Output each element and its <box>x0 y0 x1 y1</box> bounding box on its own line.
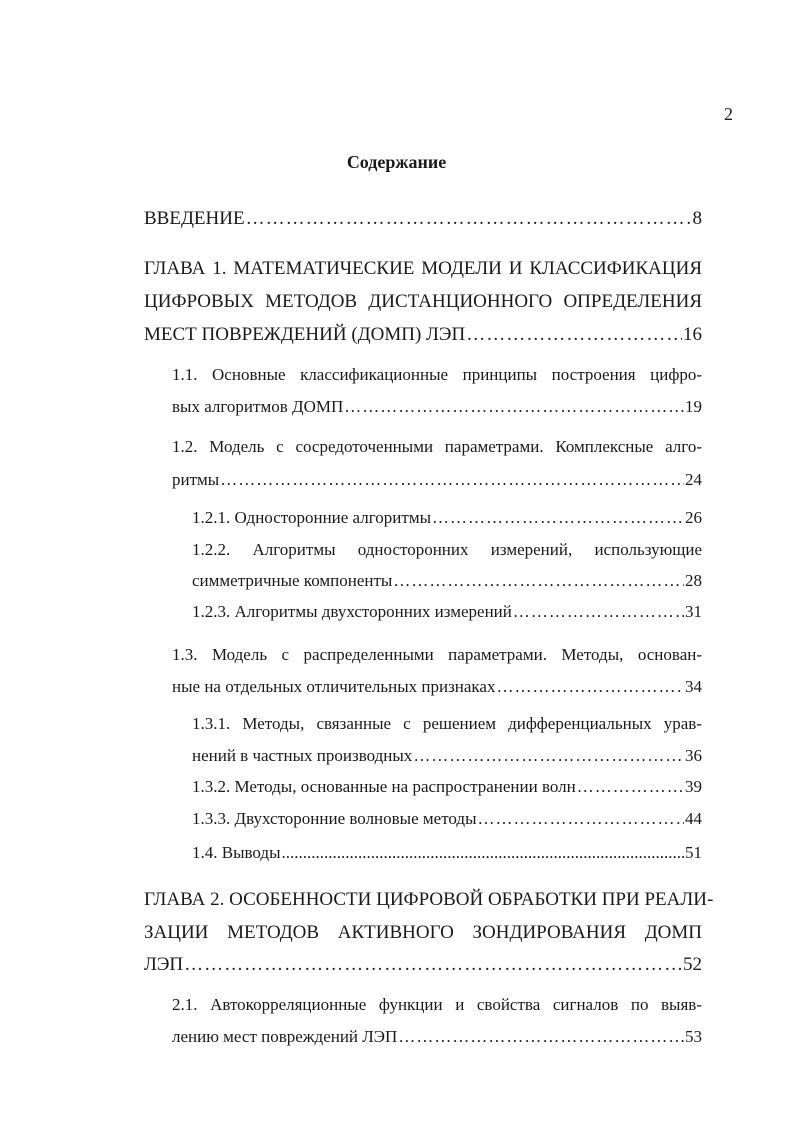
toc-entry-last-line <box>192 566 702 596</box>
toc-entry-last-line <box>172 392 702 422</box>
toc-entry-text: ВВЕДЕНИЕ <box>144 208 245 229</box>
toc-entry-intro[interactable] <box>144 204 702 234</box>
toc-page-number: 24 <box>685 470 702 489</box>
toc-entry-text: ЦИФРОВЫХ МЕТОДОВ ДИСТАНЦИОННОГО ОПРЕДЕЛЕНИЯ <box>144 291 702 312</box>
toc-entry-last-line <box>172 1022 702 1052</box>
toc-entry-text: 2.1. Автокорреляционные функции и свойства сигналов по выяв- <box>172 995 702 1014</box>
toc-page-number: 39 <box>685 777 702 796</box>
toc-entry-text: 1.2.3. Алгоритмы двухсторонних измерений <box>192 602 512 621</box>
toc-entry-text: 1.3.1. Методы, связанные с решением дифференциальных урав- <box>192 714 702 733</box>
page-title: Содержание <box>346 152 447 172</box>
leader-dots <box>344 392 684 422</box>
toc-entry-text: 1.2.2. Алгоритмы односторонних измерений, использующие <box>192 540 702 559</box>
toc-page-number: 36 <box>685 746 702 765</box>
toc-page-number: 44 <box>685 809 702 828</box>
toc-page-number: 31 <box>685 602 702 621</box>
toc-entry-1-3-3[interactable] <box>192 804 702 834</box>
toc-entry-text: ритмы <box>172 470 220 489</box>
page-number: 2 <box>724 104 733 124</box>
toc-page-number: 53 <box>685 1027 702 1046</box>
toc-page-number: 16 <box>683 324 702 345</box>
leader-dots <box>413 741 684 771</box>
toc-entry-text: 1.1. Основные классификационные принципы построения цифро- <box>172 365 702 384</box>
toc-entry-last-line <box>172 465 702 495</box>
toc-entry-text: симметричные компоненты <box>192 571 393 590</box>
toc-page-number: 28 <box>685 571 702 590</box>
leader-dots <box>282 838 684 868</box>
toc-entry-text: ГЛАВА 1. МАТЕМАТИЧЕСКИЕ МОДЕЛИ И КЛАССИФИКАЦИЯ <box>144 258 702 279</box>
toc-entry-text: ЗАЦИИ МЕТОДОВ АКТИВНОГО ЗОНДИРОВАНИЯ ДОМП <box>144 922 702 943</box>
toc-entry-1-2-3[interactable] <box>192 597 702 627</box>
leader-dots <box>466 320 682 350</box>
toc-entry-text: 1.2. Модель с сосредоточенными параметрами. Комплексные алго- <box>172 437 702 456</box>
leader-dots <box>432 503 684 533</box>
leader-dots <box>513 597 684 627</box>
toc-entry-text: 1.3.3. Двухсторонние волновые методы <box>192 809 477 828</box>
toc-page-number: 52 <box>683 954 702 975</box>
leader-dots <box>398 1022 684 1052</box>
toc-entry-text: ГЛАВА 2. ОСОБЕННОСТИ ЦИФРОВОЙ ОБРАБОТКИ ПРИ РЕАЛИ- <box>144 889 714 910</box>
toc-entry-1-2-1[interactable] <box>192 503 702 533</box>
toc-entry-text: нений в частных производных <box>192 746 413 765</box>
toc-entry-last-line <box>144 950 702 980</box>
toc-entry-1-4[interactable] <box>192 838 702 868</box>
toc-page-number: 26 <box>685 508 702 527</box>
toc-page-number: 34 <box>685 677 702 696</box>
leader-dots <box>496 672 684 702</box>
leader-dots <box>393 566 684 596</box>
toc-entry-text: ЛЭП <box>144 954 184 975</box>
toc-entry-last-line <box>172 672 702 702</box>
toc-entry-text: МЕСТ ПОВРЕЖДЕНИЙ (ДОМП) ЛЭП <box>144 324 466 345</box>
leader-dots <box>246 204 692 234</box>
toc-entry-last-line <box>144 320 702 350</box>
toc-entry-text: 1.2.1. Односторонние алгоритмы <box>192 508 431 527</box>
toc-entry-text: вых алгоритмов ДОМП <box>172 397 344 416</box>
toc-page-number: 51 <box>685 843 702 862</box>
toc-entry-text: лению мест повреждений ЛЭП <box>172 1027 398 1046</box>
toc-page-number: 19 <box>685 397 702 416</box>
leader-dots <box>577 772 684 802</box>
leader-dots <box>220 465 684 495</box>
toc-entry-text: 1.3. Модель с распределенными параметрами. Методы, основан- <box>172 645 702 664</box>
toc-entry-last-line <box>192 741 702 771</box>
toc-entry-text: 1.4. Выводы <box>192 843 281 862</box>
leader-dots <box>184 950 682 980</box>
leader-dots <box>478 804 685 834</box>
toc-entry-text: ные на отдельных отличительных признаках <box>172 677 496 696</box>
toc-page-number: 8 <box>692 208 702 229</box>
toc-entry-text: 1.3.2. Методы, основанные на распространении волн <box>192 777 576 796</box>
toc-entry-1-3-2[interactable] <box>192 772 702 802</box>
